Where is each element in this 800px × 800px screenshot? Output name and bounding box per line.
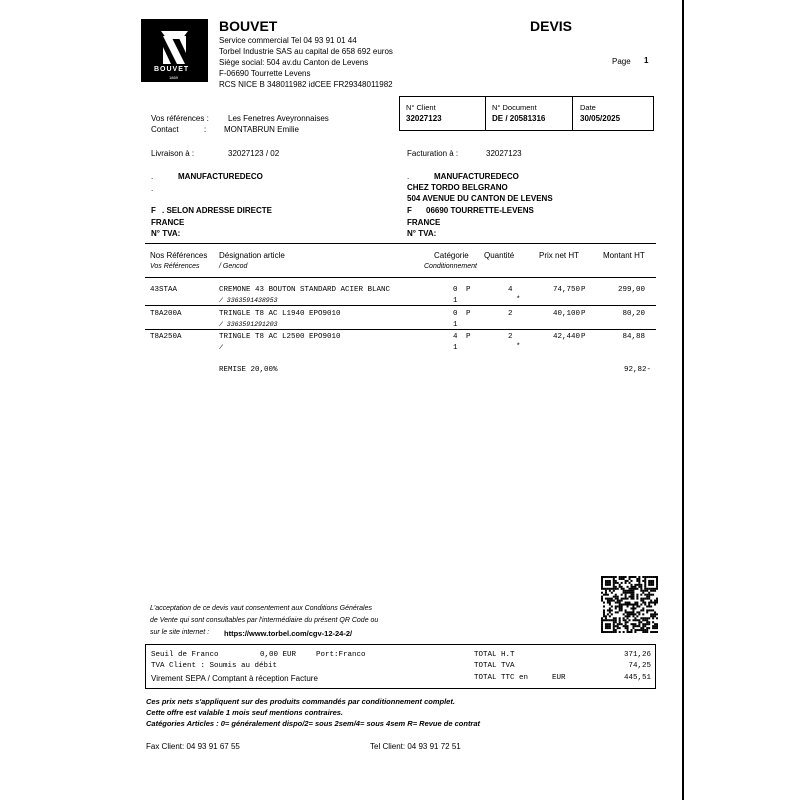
total-tva-value: 74,25 bbox=[628, 662, 651, 670]
date-label: Date bbox=[580, 103, 596, 112]
line-quantity-mark: * bbox=[516, 296, 521, 304]
total-tva-label: TOTAL TVA bbox=[474, 662, 515, 670]
company-name: BOUVET bbox=[219, 18, 278, 34]
line-price-unit: P bbox=[581, 333, 586, 341]
client-number-label: N° Client bbox=[406, 103, 436, 112]
client-number-value: 32027123 bbox=[406, 114, 442, 123]
billing-label: Facturation à : bbox=[407, 149, 459, 158]
line-price-unit: P bbox=[581, 286, 586, 294]
your-ref-value: Les Fenetres Aveyronnaises bbox=[228, 114, 329, 123]
delivery-country: FRANCE bbox=[151, 218, 185, 227]
line-amount: 299,00 bbox=[617, 286, 645, 294]
date-value: 30/05/2025 bbox=[580, 114, 621, 123]
logo-text: BOUVET bbox=[154, 66, 190, 73]
line-packaging: 1 bbox=[453, 297, 458, 305]
line-designation: TRINGLE T8 AC L2500 EPO9010 bbox=[219, 333, 341, 341]
bouvet-logo bbox=[141, 19, 208, 82]
billing-prefix: F bbox=[407, 206, 412, 215]
col-header-gencod: / Gencod bbox=[219, 263, 248, 270]
row-separator bbox=[145, 305, 656, 306]
table-header-rule bbox=[145, 277, 656, 278]
line-unit: P bbox=[466, 286, 471, 294]
client-fax: Fax Client: 04 93 91 67 55 bbox=[146, 742, 240, 751]
line-designation: CREMONE 43 BOUTON STANDARD ACIER BLANC bbox=[219, 286, 391, 294]
page-label: Page bbox=[612, 57, 631, 66]
client-vat-status: TVA Client : Soumis au débit bbox=[151, 662, 278, 670]
col-header-ref-sub: Vos Références bbox=[150, 263, 200, 270]
line-unit: P bbox=[466, 333, 471, 341]
footnote-2: Cette offre est valable 1 mois seuf mentions contraires. bbox=[146, 708, 344, 717]
line-gencod: / 3363591291203 bbox=[219, 321, 278, 328]
billing-line-2: 504 AVENUE DU CANTON DE LEVENS bbox=[407, 194, 553, 203]
line-price-unit: P bbox=[581, 310, 586, 318]
billing-dot: . bbox=[407, 172, 410, 181]
line-price: 74,750 bbox=[552, 286, 580, 294]
cgv-link[interactable]: https://www.torbel.com/cgv-12-24-2/ bbox=[224, 629, 353, 638]
contact-separator: : bbox=[204, 125, 207, 134]
logo-year: 1869 bbox=[169, 75, 178, 80]
your-ref-label: Vos références : bbox=[151, 114, 209, 123]
billing-country: FRANCE bbox=[407, 218, 441, 227]
total-ttc-label: TOTAL TTC en bbox=[474, 674, 529, 682]
line-ref: T8A250A bbox=[150, 333, 182, 341]
col-header-amount: Montant HT bbox=[603, 251, 645, 260]
line-amount: 84,88 bbox=[622, 333, 645, 341]
page-edge-line bbox=[682, 0, 684, 800]
billing-line-3: 06690 TOURRETTE-LEVENS bbox=[426, 206, 534, 215]
contact-value: MONTABRUN Emilie bbox=[224, 125, 299, 134]
company-line-3: Siège social: 504 av.du Canton de Levens bbox=[219, 58, 369, 67]
delivery-address-prefix: F bbox=[151, 206, 156, 215]
discount-label: REMISE 20,00% bbox=[219, 366, 278, 374]
total-ttc-currency: EUR bbox=[552, 674, 566, 682]
company-line-1: Service commercial Tel 04 93 91 01 44 bbox=[219, 36, 357, 45]
info-box-divider bbox=[485, 96, 486, 131]
line-category: 0 bbox=[453, 286, 458, 294]
payment-terms: Virement SEPA / Comptant à réception Facture bbox=[151, 674, 318, 683]
col-header-designation: Désignation article bbox=[219, 251, 285, 260]
document-number-value: DE / 20581316 bbox=[492, 114, 546, 123]
line-quantity-mark: * bbox=[516, 343, 521, 351]
conditions-line-1: L'acceptation de ce devis vaut consentement aux Conditions Générales bbox=[150, 605, 372, 612]
company-line-4: F-06690 Tourrette Levens bbox=[219, 69, 311, 78]
line-amount: 80,20 bbox=[622, 310, 645, 318]
table-top-rule bbox=[145, 243, 656, 244]
line-packaging: 1 bbox=[453, 344, 458, 352]
line-quantity: 2 bbox=[508, 310, 513, 318]
delivery-value: 32027123 / 02 bbox=[228, 149, 280, 158]
total-ht-value: 371,26 bbox=[623, 651, 651, 659]
line-quantity: 2 bbox=[508, 333, 513, 341]
line-designation: TRINGLE T8 AC L1940 EPO9010 bbox=[219, 310, 341, 318]
billing-line-1: CHEZ TORDO BELGRANO bbox=[407, 183, 508, 192]
franco-label: Seuil de Franco bbox=[151, 651, 219, 659]
line-quantity: 4 bbox=[508, 286, 513, 294]
footnote-1: Ces prix nets s'appliquent sur des produits commandés par conditionnement complet. bbox=[146, 697, 455, 706]
total-ttc-value: 445,51 bbox=[623, 674, 651, 682]
line-price: 40,100 bbox=[552, 310, 580, 318]
conditions-line-2: de Vente qui sont consultables par l'intermédiaire du présent QR Code ou bbox=[150, 617, 379, 624]
delivery-dot: . bbox=[151, 184, 154, 193]
line-ref: 43STAA bbox=[150, 286, 178, 294]
document-type: DEVIS bbox=[530, 18, 573, 34]
client-phone: Tel Client: 04 93 91 72 51 bbox=[370, 742, 461, 751]
delivery-label: Livraison à : bbox=[151, 149, 195, 158]
franco-value: 0,00 EUR bbox=[260, 651, 297, 659]
delivery-dot: . bbox=[151, 172, 154, 181]
footnote-3: Catégories Articles : 0= généralement dispo/2= sous 2sem/4= sous 4sem R= Revue de contrat bbox=[146, 719, 481, 728]
col-header-price: Prix net HT bbox=[539, 251, 580, 260]
col-header-packaging: Conditionnement bbox=[424, 263, 477, 270]
billing-vat: N° TVA: bbox=[407, 229, 437, 238]
delivery-vat: N° TVA: bbox=[151, 229, 181, 238]
line-category: 0 bbox=[453, 310, 458, 318]
line-gencod: / 3363591438953 bbox=[219, 297, 278, 304]
company-line-5: RCS NICE B 348011982 idCEE FR29348011982 bbox=[219, 80, 393, 89]
col-header-ref: Nos Références bbox=[150, 251, 208, 260]
info-box-divider bbox=[572, 96, 573, 131]
document-number-label: N° Document bbox=[492, 103, 537, 112]
delivery-name: MANUFACTUREDECO bbox=[178, 172, 263, 181]
conditions-line-3-prefix: sur le site internet : bbox=[150, 629, 210, 636]
col-header-quantity: Quantité bbox=[484, 251, 515, 260]
line-packaging: 1 bbox=[453, 321, 458, 329]
line-gencod: / bbox=[219, 344, 223, 351]
shipping-terms: Port:Franco bbox=[316, 651, 366, 659]
line-price: 42,440 bbox=[552, 333, 580, 341]
billing-name: MANUFACTUREDECO bbox=[434, 172, 519, 181]
row-separator bbox=[145, 329, 656, 330]
col-header-category: Catégorie bbox=[434, 251, 469, 260]
contact-label: Contact bbox=[151, 125, 179, 134]
page-number: 1 bbox=[644, 56, 649, 65]
total-ht-label: TOTAL H.T bbox=[474, 651, 515, 659]
discount-value: 92,82- bbox=[623, 366, 651, 374]
qr-code-icon[interactable] bbox=[601, 576, 658, 633]
line-category: 4 bbox=[453, 333, 458, 341]
delivery-address: . SELON ADRESSE DIRECTE bbox=[162, 206, 272, 215]
line-unit: P bbox=[466, 310, 471, 318]
billing-value: 32027123 bbox=[486, 149, 522, 158]
line-ref: T8A200A bbox=[150, 310, 182, 318]
company-line-2: Torbel Industrie SAS au capital de 658 692 euros bbox=[219, 47, 393, 56]
